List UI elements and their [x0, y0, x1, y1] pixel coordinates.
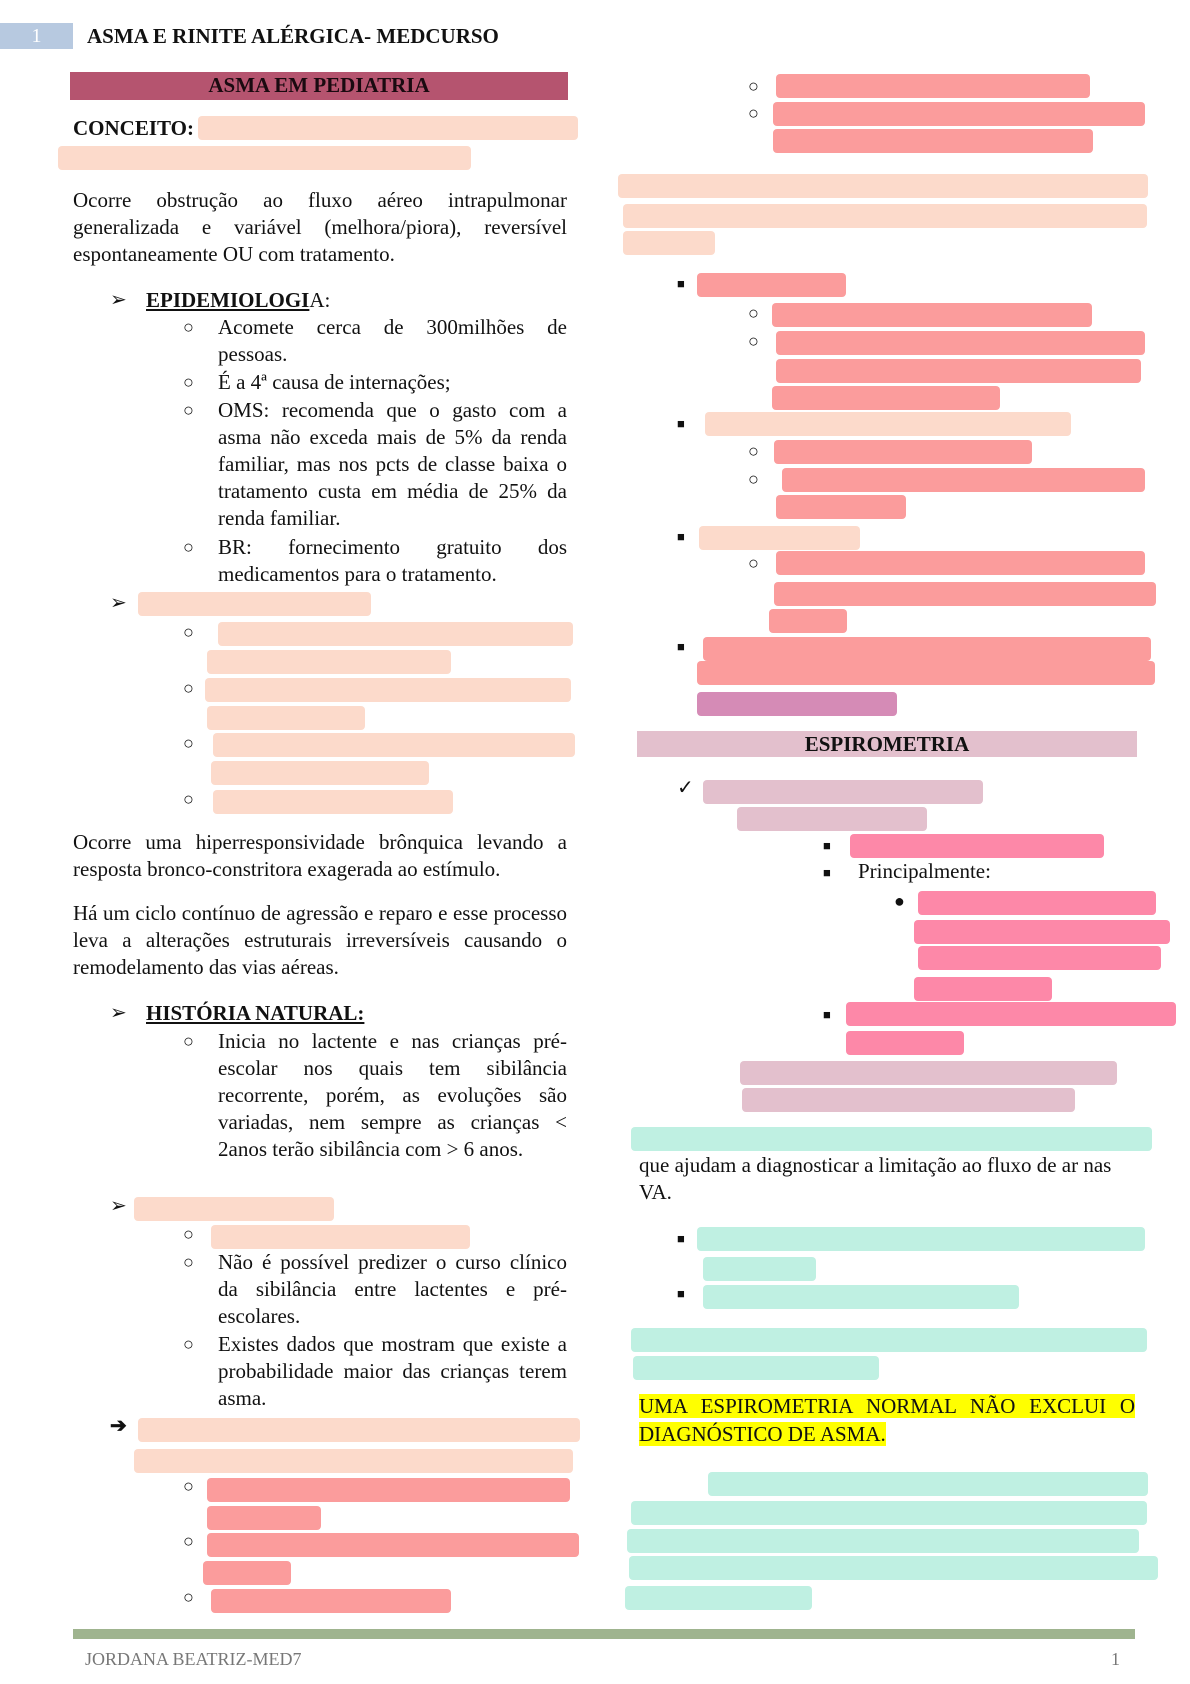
- redacted-highlight: [703, 1257, 816, 1281]
- square-bullet-icon: ■: [677, 416, 685, 431]
- dot-bullet-icon: ●: [894, 891, 905, 911]
- redacted-highlight: [773, 102, 1145, 126]
- redacted-highlight: [699, 526, 860, 550]
- check-bullet-icon: ✓: [677, 777, 694, 799]
- circle-bullet-icon: ○: [183, 789, 194, 809]
- redacted-highlight: [708, 1472, 1148, 1496]
- square-bullet-icon: ■: [677, 529, 685, 544]
- square-bullet-icon: ■: [823, 838, 831, 853]
- historia-natural-heading: HISTÓRIA NATURAL:: [146, 1001, 365, 1025]
- redacted-highlight: [203, 1561, 291, 1585]
- square-bullet-icon: ■: [823, 865, 831, 880]
- circle-bullet-icon: ○: [183, 1224, 194, 1244]
- principalmente-label: Principalmente:: [858, 859, 991, 883]
- arrow-bullet-icon: ➢: [110, 1002, 127, 1024]
- circle-bullet-icon: ○: [748, 553, 759, 573]
- redacted-highlight: [776, 495, 906, 519]
- circle-bullet-icon: ○: [748, 469, 759, 489]
- arrow-bullet-icon: ➢: [110, 1195, 127, 1217]
- circle-bullet-icon: ○: [183, 733, 194, 753]
- circle-bullet-icon: ○: [183, 372, 194, 392]
- redacted-highlight: [211, 1589, 451, 1613]
- redacted-highlight: [914, 920, 1170, 944]
- conceito-label: CONCEITO:: [73, 116, 194, 140]
- warning-highlight: UMA ESPIROMETRIA NORMAL NÃO EXCLUI O DIAGNÓSTICO DE ASMA.: [639, 1394, 1135, 1446]
- circle-bullet-icon: ○: [183, 317, 194, 337]
- redacted-highlight: [213, 790, 453, 814]
- square-bullet-icon: ■: [677, 1231, 685, 1246]
- epidemiologia-heading: [146, 287, 330, 314]
- redacted-highlight: [625, 1586, 812, 1610]
- redacted-highlight: [773, 129, 1093, 153]
- redacted-highlight: [918, 891, 1156, 915]
- redacted-highlight: [205, 678, 571, 702]
- footer-author: JORDANA BEATRIZ-MED7: [85, 1649, 302, 1669]
- redacted-highlight: [774, 582, 1156, 606]
- redacted-highlight: [633, 1356, 879, 1380]
- epidemiologia-title: EPIDEMIOLOGI: [146, 288, 310, 312]
- redacted-highlight: [138, 592, 371, 616]
- list-item: BR: fornecimento gratuito dos medicamentos para o tratamento.: [218, 535, 567, 586]
- redacted-highlight: [627, 1529, 1139, 1553]
- footer-page-number: 1: [1111, 1649, 1120, 1669]
- intro-paragraph: Ocorre obstrução ao fluxo aéreo intrapulmonar generalizada e variável (melhora/piora), reversível espontaneamente OU com tratamento.: [73, 188, 567, 266]
- arrow-bullet-icon: ➢: [110, 289, 127, 311]
- redacted-highlight: [697, 273, 846, 297]
- footer-rule: [73, 1629, 1135, 1639]
- redacted-highlight: [846, 1031, 964, 1055]
- redacted-highlight: [58, 146, 471, 170]
- redacted-highlight: [918, 946, 1161, 970]
- redacted-highlight: [207, 1478, 570, 1502]
- redacted-highlight: [846, 1002, 1176, 1026]
- redacted-highlight: [138, 1418, 580, 1442]
- circle-bullet-icon: ○: [183, 678, 194, 698]
- redacted-highlight: [774, 440, 1032, 464]
- section-title-espirometria: ESPIROMETRIA: [637, 731, 1137, 757]
- redacted-highlight: [623, 204, 1147, 228]
- list-item: Inicia no lactente e nas crianças pré-escolar nos quais tem sibilância recorrente, porém, as evoluções são variadas, nem sempre as crianças < 2anos terão sibilância com > 6 anos.: [218, 1029, 567, 1161]
- circle-bullet-icon: ○: [183, 1587, 194, 1607]
- circle-bullet-icon: ○: [183, 1031, 194, 1051]
- redacted-highlight: [776, 359, 1141, 383]
- redacted-highlight: [776, 331, 1145, 355]
- square-bullet-icon: ■: [823, 1007, 831, 1022]
- redacted-highlight: [697, 1227, 1145, 1251]
- circle-bullet-icon: ○: [748, 331, 759, 351]
- redacted-highlight: [705, 412, 1071, 436]
- redacted-highlight: [211, 1225, 470, 1249]
- circle-bullet-icon: ○: [183, 1531, 194, 1551]
- section-title-asma-pediatria: ASMA EM PEDIATRIA: [70, 72, 568, 100]
- redacted-highlight: [207, 650, 451, 674]
- circle-bullet-icon: ○: [183, 1334, 194, 1354]
- redacted-highlight: [623, 231, 715, 255]
- redacted-highlight: [631, 1328, 1147, 1352]
- square-bullet-icon: ■: [677, 1286, 685, 1301]
- redacted-highlight: [703, 780, 983, 804]
- redacted-highlight: [207, 1506, 321, 1530]
- square-bullet-icon: ■: [677, 276, 685, 291]
- redacted-highlight: [769, 609, 847, 633]
- redacted-highlight: [211, 761, 429, 785]
- redacted-highlight: [213, 733, 575, 757]
- redacted-highlight: [850, 834, 1104, 858]
- fluxo-text: que ajudam a diagnosticar a limitação ao fluxo de ar nas VA.: [639, 1153, 1112, 1204]
- paragraph-ciclo: Há um ciclo contínuo de agressão e reparo e esse processo leva a alterações estruturais irreversíveis causando o remodelamento das vias aéreas.: [73, 901, 567, 979]
- circle-bullet-icon: ○: [183, 622, 194, 642]
- list-item: Não é possível predizer o curso clínico da sibilância entre lactentes e pré-escolares.: [218, 1250, 567, 1328]
- redacted-highlight: [631, 1501, 1147, 1525]
- redacted-highlight: [134, 1449, 573, 1473]
- list-item: É a 4ª causa de internações;: [218, 370, 451, 394]
- page-number-tab: 1: [0, 23, 73, 49]
- redacted-highlight: [772, 303, 1092, 327]
- redacted-highlight: [772, 386, 1000, 410]
- circle-bullet-icon: ○: [748, 303, 759, 323]
- warning-note: [639, 1392, 1135, 1448]
- circle-bullet-icon: ○: [748, 441, 759, 461]
- circle-bullet-icon: ○: [183, 537, 194, 557]
- redacted-highlight: [134, 1197, 334, 1221]
- list-item: Acomete cerca de 300milhões de pessoas.: [218, 315, 567, 366]
- redacted-highlight: [914, 977, 1052, 1001]
- redacted-highlight: [782, 468, 1145, 492]
- redacted-highlight: [629, 1556, 1158, 1580]
- redacted-highlight: [776, 551, 1145, 575]
- redacted-highlight: [737, 807, 927, 831]
- circle-bullet-icon: ○: [748, 76, 759, 96]
- right-arrow-icon: ➔: [110, 1415, 127, 1437]
- circle-bullet-icon: ○: [748, 103, 759, 123]
- redacted-highlight: [198, 116, 578, 140]
- list-item: OMS: recomenda que o gasto com a asma não exceda mais de 5% da renda familiar, mas nos pcts de classe baixa o tratamento custa em média de 25% da renda familiar.: [218, 398, 567, 530]
- redacted-highlight: [618, 174, 1148, 198]
- document-title: ASMA E RINITE ALÉRGICA- MEDCURSO: [87, 24, 499, 48]
- paragraph-hiperresponsividade: Ocorre uma hiperresponsividade brônquica levando a resposta bronco-constritora exagerada ao estímulo.: [73, 830, 567, 881]
- square-bullet-icon: ■: [677, 639, 685, 654]
- redacted-highlight: [207, 706, 365, 730]
- redacted-highlight: [697, 692, 897, 716]
- arrow-bullet-icon: ➢: [110, 592, 127, 614]
- redacted-highlight: [697, 661, 1155, 685]
- redacted-highlight: [776, 74, 1090, 98]
- redacted-highlight: [218, 622, 573, 646]
- redacted-highlight: [631, 1127, 1152, 1151]
- epidemiologia-title-rest: A:: [309, 288, 331, 312]
- list-item: Existes dados que mostram que existe a probabilidade maior das crianças terem asma.: [218, 1332, 567, 1410]
- redacted-highlight: [703, 1285, 1019, 1309]
- circle-bullet-icon: ○: [183, 1252, 194, 1272]
- redacted-highlight: [207, 1533, 579, 1557]
- circle-bullet-icon: ○: [183, 1476, 194, 1496]
- redacted-highlight: [740, 1061, 1117, 1085]
- redacted-highlight: [742, 1088, 1075, 1112]
- redacted-highlight: [703, 637, 1151, 661]
- circle-bullet-icon: ○: [183, 400, 194, 420]
